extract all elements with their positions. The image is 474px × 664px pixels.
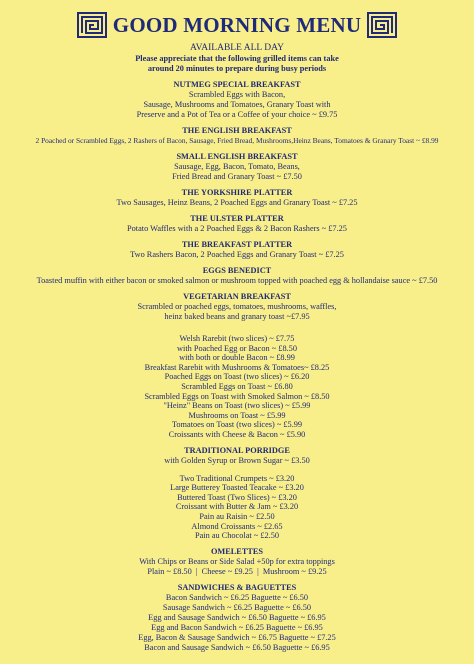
menu-line: Egg, Bacon & Sausage Sandwich ~ £6.75 Baguette ~ £7.25 xyxy=(138,632,336,642)
section-porridge xyxy=(4,446,470,466)
list-item: with Poached Egg or Bacon ~ £8.50 xyxy=(177,343,297,353)
list-item: Large Butterey Toasted Teacake ~ £3.20 xyxy=(170,483,304,493)
section-ulster xyxy=(4,214,470,234)
menu-line: Egg and Bacon Sandwich ~ £6.25 Baguette ~ £6.95 xyxy=(151,622,323,632)
greek-key-right-icon xyxy=(367,12,397,38)
list-item: Croissant with Butter & Jam ~ £3.20 xyxy=(175,502,299,512)
menu-header xyxy=(4,10,470,40)
menu-line: Potato Waffles with a 2 Poached Eggs & 2 Bacon Rashers ~ £7.25 xyxy=(127,224,347,233)
list-item: Croissants with Cheese & Bacon ~ £5.90 xyxy=(168,429,306,439)
menu-line: Scrambled or poached eggs, tomatoes, mushrooms, waffles, xyxy=(137,302,337,311)
section-title: THE BREAKFAST PLATTER xyxy=(181,240,293,249)
list-item: Breakfast Rarebit with Mushrooms & Tomatoes~ £8.25 xyxy=(144,362,330,372)
section-yorkshire xyxy=(4,188,470,208)
list-item: Scrambled Eggs on Toast ~ £6.80 xyxy=(181,381,293,391)
list-item: Scrambled Eggs on Toast with Smoked Salmon ~ £8.50 xyxy=(144,391,330,401)
page-title: GOOD MORNING MENU xyxy=(112,12,362,37)
list-item: Poached Eggs on Toast (two slices) ~ £6.20 xyxy=(164,372,310,382)
menu-line: Two Sausages, Heinz Beans, 2 Poached Eggs and Granary Toast ~ £7.25 xyxy=(116,198,358,207)
list-item: Welsh Rarebit (two slices) ~ £7.75 xyxy=(179,334,295,343)
prep-note-line-1: Please appreciate that the following grilled items can take xyxy=(135,54,339,63)
section-vegetarian xyxy=(4,292,470,322)
section-small-english xyxy=(4,152,470,182)
list-item: Almond Croissants ~ £2.65 xyxy=(191,521,283,531)
menu-line: Sausage, Egg, Bacon, Tomato, Beans, xyxy=(174,162,300,171)
list-item: "Heinz" Beans on Toast (two slices) ~ £5.99 xyxy=(163,401,311,411)
prep-note-line-2: around 20 minutes to prepare during busy periods xyxy=(147,64,327,73)
menu-line: with Golden Syrup or Brown Sugar ~ £3.50 xyxy=(164,455,310,465)
menu-line: Sausage, Mushrooms and Tomatoes, Granary Toast with xyxy=(143,100,331,109)
list-item: Pain au Raisin ~ £2.50 xyxy=(199,511,275,521)
menu-line: Bacon and Sausage Sandwich ~ £6.50 Baguette ~ £6.95 xyxy=(144,642,330,652)
section-title: OMELETTES xyxy=(210,546,264,556)
section-title: NUTMEG SPECIAL BREAKFAST xyxy=(173,80,301,89)
section-title: EGGS BENEDICT xyxy=(202,266,272,275)
list-item: Buttered Toast (Two Slices) ~ £3.20 xyxy=(177,492,297,502)
section-title: VEGETARIAN BREAKFAST xyxy=(183,292,291,301)
menu-line: Sausage Sandwich ~ £6.25 Baguette ~ £6.50 xyxy=(162,602,312,612)
menu-line: Fried Bread and Granary Toast ~ £7.50 xyxy=(172,172,302,181)
section-omelettes xyxy=(4,547,470,577)
menu-line: Toasted muffin with either bacon or smoked salmon or mushroom topped with poached egg & hollandaise sauce ~ £7.50 xyxy=(36,276,438,285)
section-title: THE YORKSHIRE PLATTER xyxy=(181,188,293,197)
rarebit-and-toast-list xyxy=(4,334,470,440)
menu-line: With Chips or Beans or Side Salad +50p for extra toppings xyxy=(139,556,335,566)
section-title: THE ENGLISH BREAKFAST xyxy=(182,126,292,135)
list-item: with both or double Bacon ~ £8.99 xyxy=(179,353,295,363)
availability-text: AVAILABLE ALL DAY xyxy=(190,43,284,53)
menu-line: Bacon Sandwich ~ £6.25 Baguette ~ £6.50 xyxy=(165,592,309,602)
section-english-breakfast xyxy=(4,126,470,146)
list-item: Mushrooms on Toast ~ £5.99 xyxy=(188,410,286,420)
section-sandwiches xyxy=(4,583,470,653)
list-item: Tomatoes on Toast (two slices) ~ £5.99 xyxy=(171,420,303,430)
section-title: TRADITIONAL PORRIDGE xyxy=(184,445,290,455)
section-breakfast-platter xyxy=(4,240,470,260)
menu-line: heinz baked beans and granary toast ~£7.95 xyxy=(164,312,310,321)
section-title: SMALL ENGLISH BREAKFAST xyxy=(176,152,298,161)
menu-line: Egg and Sausage Sandwich ~ £6.50 Baguette ~ £6.95 xyxy=(148,612,326,622)
section-title: THE ULSTER PLATTER xyxy=(190,214,284,223)
menu-line: Two Rashers Bacon, 2 Poached Eggs and Granary Toast ~ £7.25 xyxy=(130,250,344,259)
greek-key-left-icon xyxy=(77,12,107,38)
menu-line: Preserve and a Pot of Tea or a Coffee of your choice ~ £9.75 xyxy=(136,110,338,119)
section-eggs-benedict xyxy=(4,266,470,286)
menu-line: Scrambled Eggs with Bacon, xyxy=(188,90,286,99)
list-item: Pain au Chocolat ~ £2.50 xyxy=(195,531,279,541)
list-item: Two Traditional Crumpets ~ £3.20 xyxy=(179,473,295,483)
menu-line: Plain ~ £8.50 | Cheese ~ £9.25 | Mushroom ~ £9.25 xyxy=(147,566,327,576)
menu-line: 2 Poached or Scrambled Eggs, 2 Rashers of Bacon, Sausage, Fried Bread, Mushrooms,Heinz Beans, Tomatoes & Granary Toast ~ £8.99 xyxy=(35,136,439,145)
section-title: SANDWICHES & BAGUETTES xyxy=(177,582,297,592)
section-nutmeg xyxy=(4,80,470,120)
bakery-list xyxy=(4,474,470,541)
